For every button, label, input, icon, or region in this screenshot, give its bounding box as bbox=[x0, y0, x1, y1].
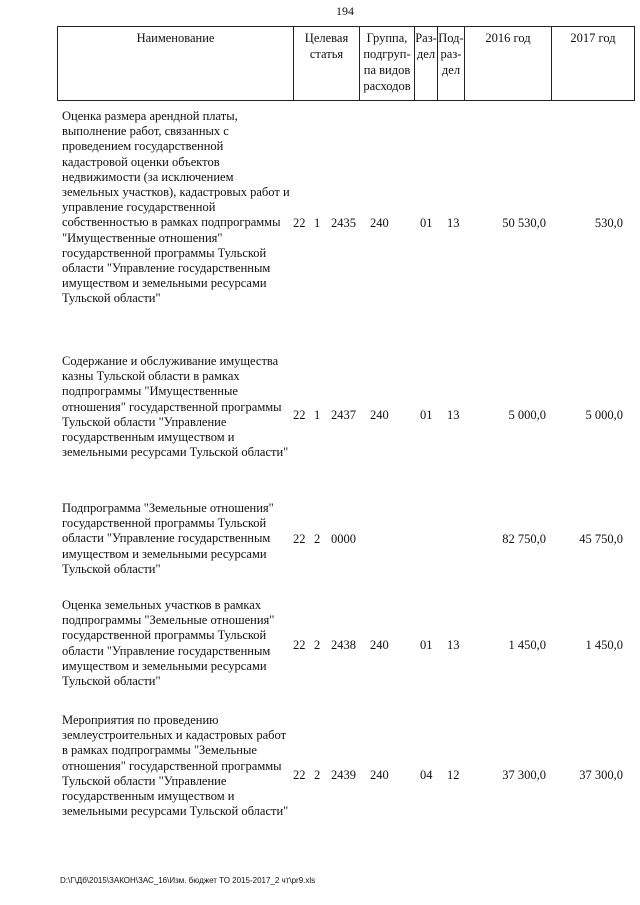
target-article-sub: 2 bbox=[314, 532, 321, 546]
header-target-article bbox=[293, 27, 359, 100]
target-article-item: 2439 bbox=[331, 768, 356, 782]
subsection-value: 13 bbox=[447, 216, 460, 230]
expense-group-value: 240 bbox=[370, 216, 389, 230]
header-2017-label: 2017 год bbox=[570, 31, 616, 45]
row-name: Содержание и обслуживание имущества казны Тульской области в рамках подпрограммы "Имущественные отношения" государственной программы Тульской области "Управление государственным имуществом и земельными ресурсами Тульской области" bbox=[62, 354, 289, 460]
subsection-value: 13 bbox=[447, 408, 460, 422]
expense-group-value: 240 bbox=[370, 768, 389, 782]
target-article-code: 22 bbox=[293, 532, 306, 546]
subsection-value: 13 bbox=[447, 638, 460, 652]
row-name: Подпрограмма "Земельные отношения" государственной программы Тульской области "Управление государственным имуществом и земельными ресурсами Тульской области" bbox=[62, 501, 274, 576]
target-article-code: 22 bbox=[293, 638, 306, 652]
header-section bbox=[414, 27, 437, 100]
file-path-footer: D:\Г\Дб\2015\ЗАКОН\ЗАС_16\Изм. бюджет ТО 2015-2017_2 чт\pr9.xls bbox=[60, 876, 316, 885]
header-target-line: статья bbox=[309, 47, 344, 61]
header-target-line: Целевая bbox=[304, 31, 349, 45]
section-value: 01 bbox=[420, 638, 433, 652]
header-subsection-line: раз- bbox=[440, 47, 462, 61]
header-section-line: Раз- bbox=[415, 31, 437, 45]
header-name bbox=[57, 27, 293, 100]
header-expense-group bbox=[359, 27, 414, 100]
expense-group-value: 240 bbox=[370, 408, 389, 422]
header-2017 bbox=[551, 27, 635, 100]
value-2017: 37 300,0 bbox=[579, 768, 623, 782]
header-group-line: расходов bbox=[363, 79, 411, 93]
target-article-item: 2435 bbox=[331, 216, 356, 230]
target-article-sub: 2 bbox=[314, 768, 321, 782]
target-article-item: 0000 bbox=[331, 532, 356, 546]
target-article-sub: 1 bbox=[314, 216, 321, 230]
row-name: Оценка земельных участков в рамках подпрограммы "Земельные отношения" государственной программы Тульской области "Управление государственным имуществом и земельными ресурсами Тульской области" bbox=[62, 598, 275, 689]
value-2017: 1 450,0 bbox=[585, 638, 623, 652]
value-2017: 530,0 bbox=[594, 216, 623, 230]
target-article-item: 2437 bbox=[331, 408, 356, 422]
value-2016: 37 300,0 bbox=[502, 768, 546, 782]
value-2016: 5 000,0 bbox=[508, 408, 546, 422]
expense-group-value: 240 bbox=[370, 638, 389, 652]
target-article-code: 22 bbox=[293, 216, 306, 230]
header-group-line: па видов bbox=[363, 63, 411, 77]
header-group-line: Группа, bbox=[366, 31, 408, 45]
subsection-value: 12 bbox=[447, 768, 460, 782]
page-number: 194 bbox=[336, 4, 354, 18]
value-2017: 5 000,0 bbox=[585, 408, 623, 422]
header-subsection-line: Под- bbox=[438, 31, 464, 45]
row-name: Мероприятия по проведению землеустроительных и кадастровых работ в рамках подпрограммы "Земельные отношения" государственной программы Тульской области "Управление государственным имуществом и земельными ресурсами Тульской области" bbox=[62, 713, 289, 819]
target-article-item: 2438 bbox=[331, 638, 356, 652]
section-value: 01 bbox=[420, 408, 433, 422]
header-section-line: дел bbox=[416, 47, 436, 61]
header-name-label: Наименование bbox=[136, 31, 215, 45]
value-2016: 1 450,0 bbox=[508, 638, 546, 652]
target-article-code: 22 bbox=[293, 408, 306, 422]
value-2017: 45 750,0 bbox=[579, 532, 623, 546]
value-2016: 82 750,0 bbox=[502, 532, 546, 546]
section-value: 01 bbox=[420, 216, 433, 230]
table-header bbox=[57, 26, 635, 101]
header-2016 bbox=[464, 27, 551, 100]
header-subsection-line: дел bbox=[441, 63, 461, 77]
section-value: 04 bbox=[420, 768, 433, 782]
target-article-sub: 1 bbox=[314, 408, 321, 422]
header-2016-label: 2016 год bbox=[485, 31, 531, 45]
target-article-sub: 2 bbox=[314, 638, 321, 652]
target-article-code: 22 bbox=[293, 768, 306, 782]
header-subsection bbox=[437, 27, 464, 100]
row-name: Оценка размера арендной платы, выполнение работ, связанных с проведением государственной кадастровой оценки объектов недвижимости (за исключением земельных участков), кадастровых работ и управление государственной собственностью в рамках подпрограммы "Имущественные отношения" государственной программы Тульской области "Управление государственным имуществом и земельными ресурсами Тульской области" bbox=[62, 109, 290, 306]
header-group-line: подгруп- bbox=[363, 47, 411, 61]
value-2016: 50 530,0 bbox=[502, 216, 546, 230]
